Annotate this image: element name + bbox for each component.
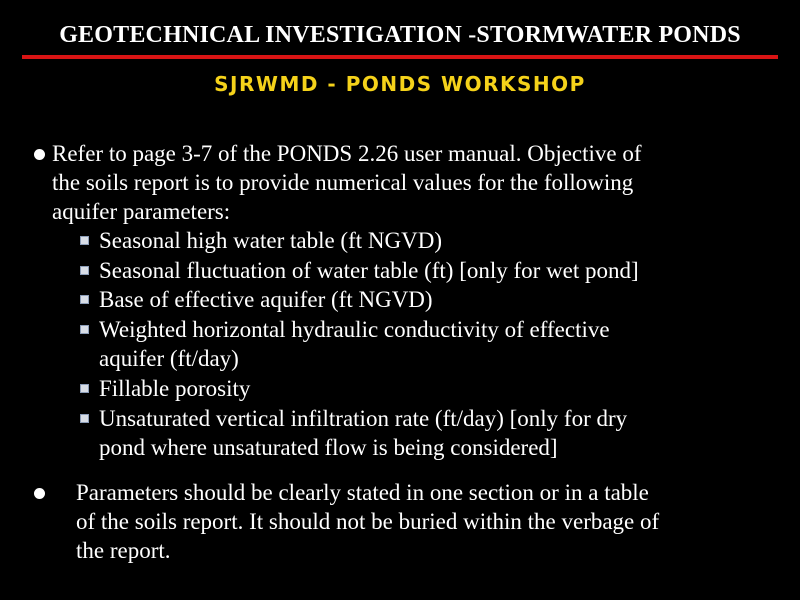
sub-item-5: Fillable porosity [99,376,251,401]
title-divider [22,55,778,59]
round-bullet-icon [34,488,45,499]
sub-item-6-line-2: pond where unsaturated flow is being considered] [99,435,558,460]
square-bullet-icon [80,384,89,393]
bullet1-line-3: aquifer parameters: [52,199,231,224]
sub-item-2: Seasonal fluctuation of water table (ft) [only for wet pond] [99,258,639,283]
sub-item-1: Seasonal high water table (ft NGVD) [99,228,442,253]
sub-item-4-line-2: aquifer (ft/day) [99,346,239,371]
square-bullet-icon [80,295,89,304]
sub-item-6-line-1: Unsaturated vertical infiltration rate (ft/day) [only for dry [99,406,628,431]
bullet2-line-3: the report. [76,538,171,563]
slide-subtitle: SJRWMD - PONDS WORKSHOP [214,72,586,96]
square-bullet-icon [80,414,89,423]
square-bullet-icon [80,325,89,334]
bullet2-line-1: Parameters should be clearly stated in one section or in a table [76,480,649,505]
bullet2-line-2: of the soils report. It should not be buried within the verbage of [76,509,660,534]
bullet1-line-1: Refer to page 3-7 of the PONDS 2.26 user manual. Objective of [52,141,642,166]
sub-item-3: Base of effective aquifer (ft NGVD) [99,287,433,312]
sub-item-4-line-1: Weighted horizontal hydraulic conductivity of effective [99,317,610,342]
slide-title: GEOTECHNICAL INVESTIGATION -STORMWATER PONDS [59,22,741,48]
square-bullet-icon [80,266,89,275]
square-bullet-icon [80,236,89,245]
bullet1-line-2: the soils report is to provide numerical values for the following [52,170,634,195]
round-bullet-icon [34,149,45,160]
